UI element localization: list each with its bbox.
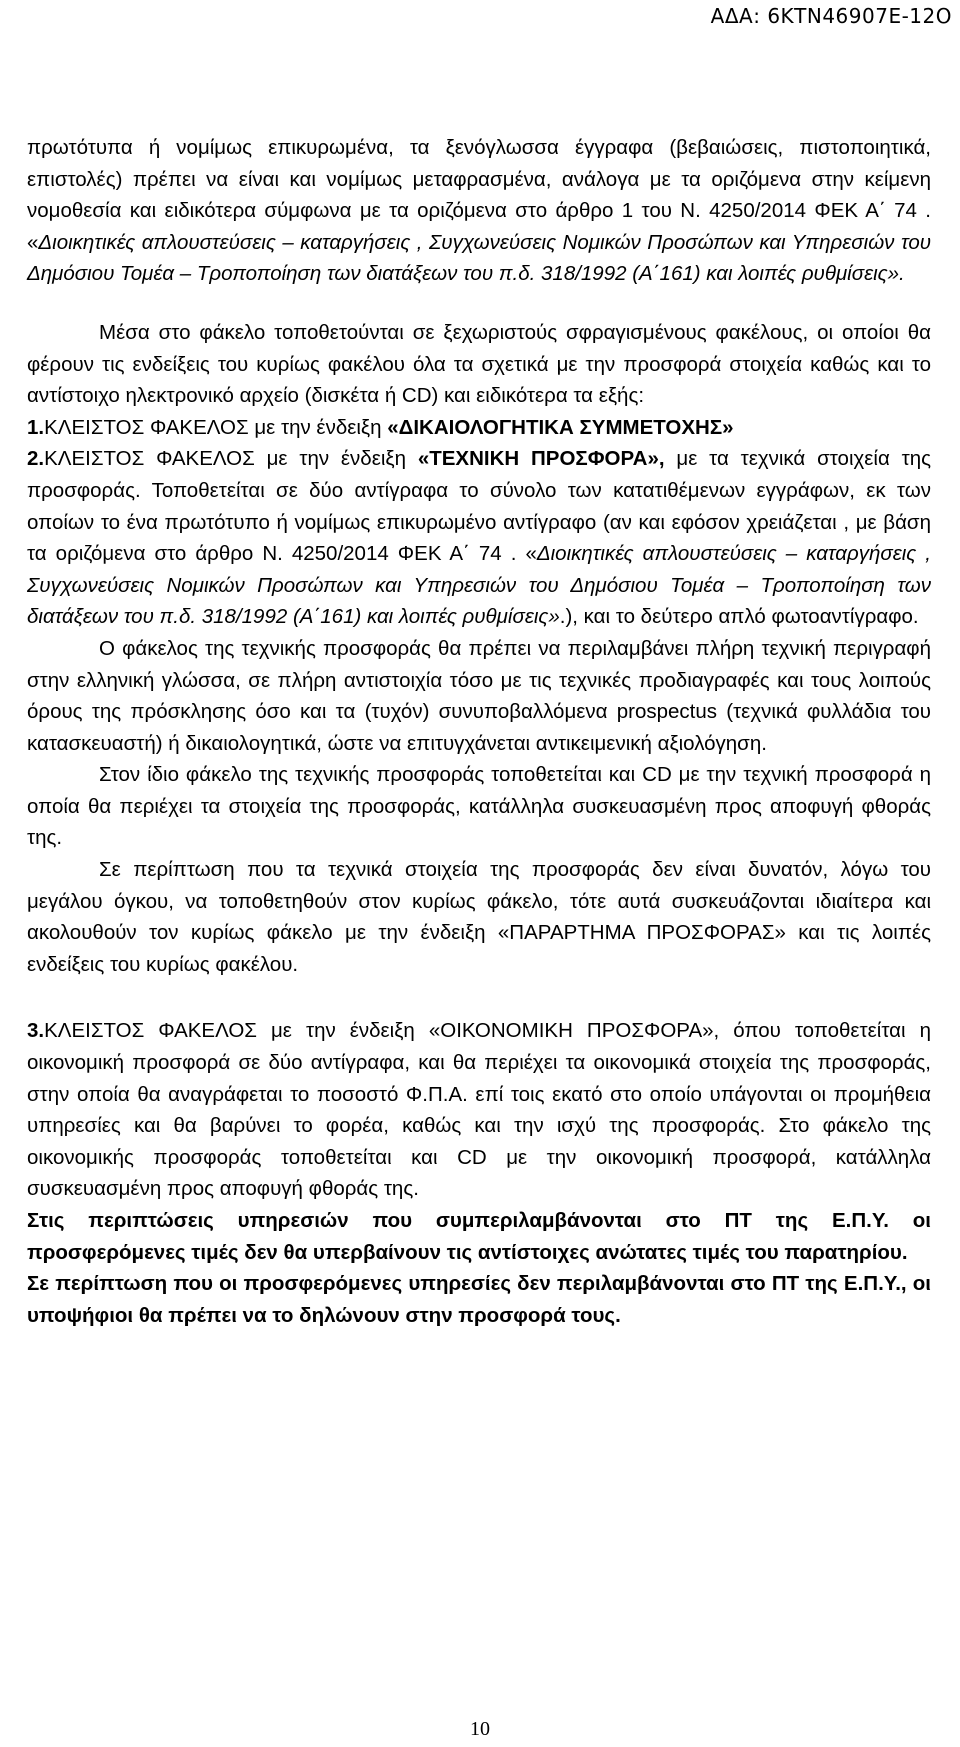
envelope-item-1	[27, 412, 931, 444]
bold-paragraph-prices	[27, 1205, 931, 1268]
ada-code: ΑΔΑ: 6ΚΤΝ46907Ε-12Ο	[710, 4, 952, 28]
item-label-bold: «ΤΕΧΝΙΚΗ ΠΡΟΣΦΟΡΑ»,	[417, 447, 665, 471]
paragraph-technical-cd	[27, 759, 931, 854]
law-title-italic: Διοικητικές απλουστεύσεις – καταργήσεις , Συγχωνεύσεις Νομικών Προσώπων και Υπηρεσιών του Δημόσιου Τομέα – Τροποποίηση των διατάξεων του π.δ. 318/1992 (Α΄161) και λοιπές ρυθμίσεις».	[27, 230, 931, 286]
item-text: ΚΛΕΙΣΤΟΣ ΦΑΚΕΛΟΣ με την ένδειξη «ΟΙΚΟΝΟΜΙΚΗ ΠΡΟΣΦΟΡΑ», όπου τοποθετείται η οικονομική προσφορά σε δύο αντίγραφα, και θα περιέχει τα οικονομικά στοιχεία της προσφοράς, στην οποία θα αναγράφεται το ποσοστό Φ.Π.Α. επί τοις εκατό στο οποίο υπάγονται οι προμήθεια υπηρεσίες και θα βαρύνει το φορέα, καθώς και την ισχύ της προσφοράς. Στο φάκελο της οικονομικής προσφοράς τοποθετείται και CD με την οικονομική προσφορά, κατάλληλα συσκευασμένη προς αποφυγή φθοράς της.	[27, 1019, 931, 1201]
law-title-italic: Διοικητικές απλουστεύσεις – καταργήσεις , Συγχωνεύσεις Νομικών Προσώπων και Υπηρεσιών του Δημόσιου Τομέα – Τροποποίηση των διατάξεων του π.δ. 318/1992 (Α΄161) και λοιπές ρυθμίσεις»	[27, 542, 931, 629]
paragraph-envelopes-intro	[27, 317, 931, 412]
paragraph-text: Στον ίδιο φάκελο της τεχνικής προσφοράς τοποθετείται και CD με την τεχνική προσφορά η οποία θα περιέχει τα στοιχεία της προσφοράς, κατάλληλα συσκευασμένη προς αποφυγή φθοράς της.	[27, 763, 931, 850]
paragraph-text: πρωτότυπα ή νομίμως επικυρωμένα, τα ξενόγλωσσα έγγραφα (βεβαιώσεις, πιστοποιητικά, επιστολές) πρέπει να είναι και νομίμως μεταφρασμένα, ανάλογα με τα οριζόμενα στην κείμενη νομοθεσία και ειδικότερα σύμφωνα με τα οριζόμενα στο άρθρο 1 του Ν. 4250/2014 ΦΕΚ Α΄ 74 . «	[27, 136, 931, 254]
item-text: ΚΛΕΙΣΤΟΣ ΦΑΚΕΛΟΣ με την ένδειξη	[44, 415, 388, 439]
item-number: 1.	[27, 415, 45, 439]
paragraph-text: Μέσα στο φάκελο τοποθετούνται σε ξεχωριστούς σφραγισμένους φακέλους, οι οποίοι θα φέρουν τις ενδείξεις του κυρίως φακέλου όλα τα σχετικά με την προσφορά στοιχεία καθώς και το αντίστοιχο ηλεκτρονικό αρχείο (δισκέτα ή CD) και ειδικότερα τα εξής:	[27, 320, 931, 408]
item-text: ΚΛΕΙΣΤΟΣ ΦΑΚΕΛΟΣ με την ένδειξη	[44, 447, 418, 471]
page-number: 10	[470, 1718, 490, 1740]
item-text: με τα τεχνικά στοιχεία της προσφοράς. Τοποθετείται σε δύο αντίγραφα το σύνολο των κατατιθέμενων εγγράφων, εκ των οποίων το ένα πρωτότυπο ή νομίμως επικυρωμένο αντίγραφο (αν και εφόσον χρειάζεται , με βάση τα οριζόμενα στο άρθρο Ν. 4250/2014 ΦΕΚ Α΄ 74 . «	[27, 447, 931, 566]
document-body	[27, 132, 931, 1331]
item-number: 2.	[27, 447, 45, 471]
paragraph-technical-description	[27, 633, 931, 759]
paragraph-annex	[27, 854, 931, 980]
envelope-item-3	[27, 1015, 931, 1205]
paragraph-text: Ο φάκελος της τεχνικής προσφοράς θα πρέπει να περιλαμβάνει πλήρη τεχνική περιγραφή στην ελληνική γλώσσα, σε πλήρη αντιστοιχία τόσο με τις τεχνικές προδιαγραφές και τους λοιπούς όρους της πρόσκλησης όσο και τα (τυχόν) συνυποβαλλόμενα prospectus (τεχνικά φυλλάδια του κατασκευαστή) ή δικαιολογητικά, ώστε να επιτυγχάνεται αντικειμενική αξιολόγηση.	[27, 636, 931, 755]
item-number: 3.	[27, 1019, 45, 1043]
paragraph-text: Σε περίπτωση που οι προσφερόμενες υπηρεσίες δεν περιλαμβάνονται στο ΠΤ της Ε.Π.Υ., οι υποψήφιοι θα πρέπει να το δηλώνουν στην προσφορά τους.	[27, 1272, 931, 1327]
paragraph-text: Στις περιπτώσεις υπηρεσιών που συμπεριλαμβάνονται στο ΠΤ της Ε.Π.Υ. οι προσφερόμενες τιμές δεν θα υπερβαίνουν τις αντίστοιχες ανώτατες τιμές του παρατηρίου.	[27, 1209, 931, 1264]
paragraph-text: Σε περίπτωση που τα τεχνικά στοιχεία της προσφοράς δεν είναι δυνατόν, λόγω του μεγάλου όγκου, να τοποθετηθούν στον κυρίως φάκελο, τότε αυτά συσκευάζονται ιδιαίτερα και ακολουθούν τον κυρίως φάκελο με την ένδειξη «ΠΑΡΑΡΤΗΜΑ ΠΡΟΣΦΟΡΑΣ» και τις λοιπές ενδείξεις του κυρίως φακέλου.	[27, 858, 931, 976]
item-text: .), και το δεύτερο απλό φωτοαντίγραφο.	[559, 605, 919, 629]
paragraph-continuation	[27, 132, 931, 290]
bold-paragraph-not-included	[27, 1268, 931, 1331]
envelope-item-2	[27, 443, 931, 633]
item-label-bold: «ΔΙΚΑΙΟΛΟΓΗΤΙΚΑ ΣΥΜΜΕΤΟΧΗΣ»	[387, 415, 734, 439]
